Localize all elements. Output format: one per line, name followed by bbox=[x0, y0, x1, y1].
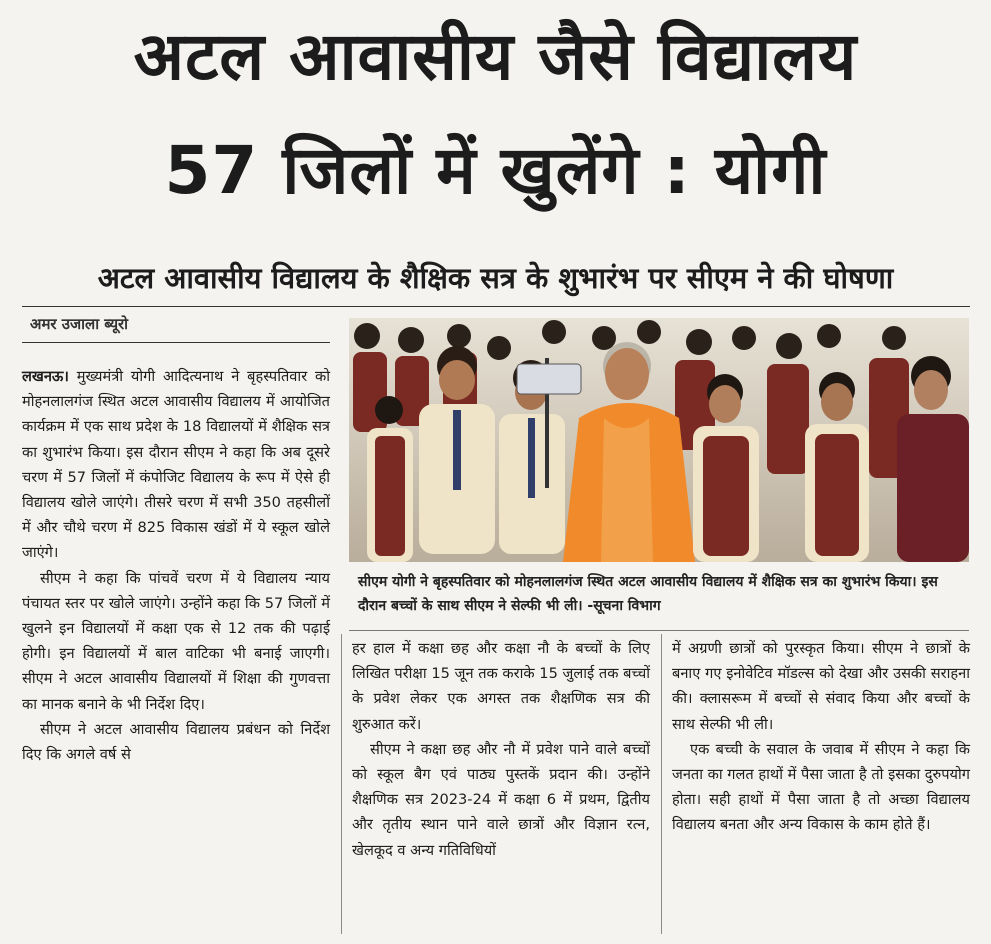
byline: अमर उजाला ब्यूरो bbox=[30, 315, 129, 333]
divider-top bbox=[22, 306, 970, 307]
photo-illustration bbox=[349, 318, 969, 562]
article-paragraph bbox=[22, 364, 330, 566]
headline-line-1: अटल आवासीय जैसे विद्यालय bbox=[133, 18, 858, 95]
article-column-1 bbox=[22, 364, 330, 767]
article-paragraph: एक बच्ची के सवाल के जवाब में सीएम ने कहा कि जनता का गलत हाथों में पैसा जाता है तो इसका दुरुपयोग होता। सही हाथों में पैसा जाता है तो अच्छा विद्यालय विद्यालय बनता और अन्य विकास के काम होते हैं। bbox=[672, 740, 970, 834]
article-column-2 bbox=[352, 636, 650, 863]
article-paragraph: सीएम ने अटल आवासीय विद्यालय प्रबंधन को निर्देश दिए कि अगले वर्ष से bbox=[22, 720, 330, 764]
article-paragraph: सीएम ने कहा कि पांचवें चरण में ये विद्यालय न्याय पंचायत स्तर पर खोले जाएंगे। उन्होंने कहा कि 57 जिलों में खुलने इन विद्यालयों में कक्षा एक से 12 तक की पढ़ाई होगी। इन विद्यालयों में बाल वाटिका भी बनाई जाएगी। सीएम ने अटल आवासीय विद्यालयों में शिक्षा की गुणवत्ता का मानक बनाने के भी निर्देश दिए। bbox=[22, 569, 330, 713]
headline-line-2: 57 जिलों में खुलेंगे : योगी bbox=[164, 132, 827, 209]
article-paragraph: में अग्रणी छात्रों को पुरस्कृत किया। सीएम ने छात्रों के बनाए गए इनोवेटिव मॉडल्स को देखा और उसकी सराहना की। क्लासरूम में बच्चों से संवाद किया और बच्चों के साथ सेल्फी भी ली। bbox=[672, 640, 970, 733]
subheadline: अटल आवासीय विद्यालय के शैक्षिक सत्र के शुभारंभ पर सीएम ने की घोषणा bbox=[97, 261, 894, 295]
paragraph-text: मुख्यमंत्री योगी आदित्यनाथ ने बृहस्पतिवार को मोहनलालगंज स्थित अटल आवासीय विद्यालय में आयोजित कार्यक्रम में एक साथ प्रदेश के 18 विद्यालयों में शैक्षिक सत्र का शुभारंभ किया। इस दौरान सीएम ने कहा कि अब दूसरे चरण में 57 जिलों में कंपोजिट विद्यालय के रूप में ऐसे ही विद्यालय खोले जाएंगे। तीसरे चरण में सभी 350 तहसीलों में और चौथे चरण में 825 विकास खंडों में ये स्कूल खोले जाएंगे। bbox=[22, 368, 331, 562]
article-paragraph: हर हाल में कक्षा छह और कक्षा नौ के बच्चों के लिए लिखित परीक्षा 15 जून तक कराके 15 जुलाई तक बच्चों के प्रवेश लेकर एक अगस्त तक शैक्षणिक सत्र की शुरुआत करें। bbox=[352, 640, 650, 733]
divider-caption bbox=[349, 630, 969, 631]
news-photo bbox=[349, 318, 969, 562]
divider-byline bbox=[22, 342, 330, 343]
column-divider bbox=[341, 634, 342, 934]
article-paragraph: सीएम ने कक्षा छह और नौ में प्रवेश पाने वाले बच्चों को स्कूल बैग एवं पाठ्य पुस्तकें प्रदान की। उन्होंने शैक्षणिक सत्र 2023-24 में कक्षा 6 में प्रथम, द्वितीय और तृतीय स्थान पाने वाले छात्रों और विज्ञान रत्न, खेलकूद व अन्य गतिविधियों bbox=[352, 740, 650, 859]
dateline: लखनऊ। bbox=[22, 368, 69, 385]
article-column-3 bbox=[672, 636, 970, 838]
column-divider bbox=[661, 634, 662, 934]
photo-caption: सीएम योगी ने बृहस्पतिवार को मोहनलालगंज स्थित अटल आवासीय विद्यालय में शैक्षिक सत्र का शुभारंभ किया। इस दौरान बच्चों के साथ सीएम ने सेल्फी भी ली। -सूचना विभाग bbox=[358, 574, 938, 614]
